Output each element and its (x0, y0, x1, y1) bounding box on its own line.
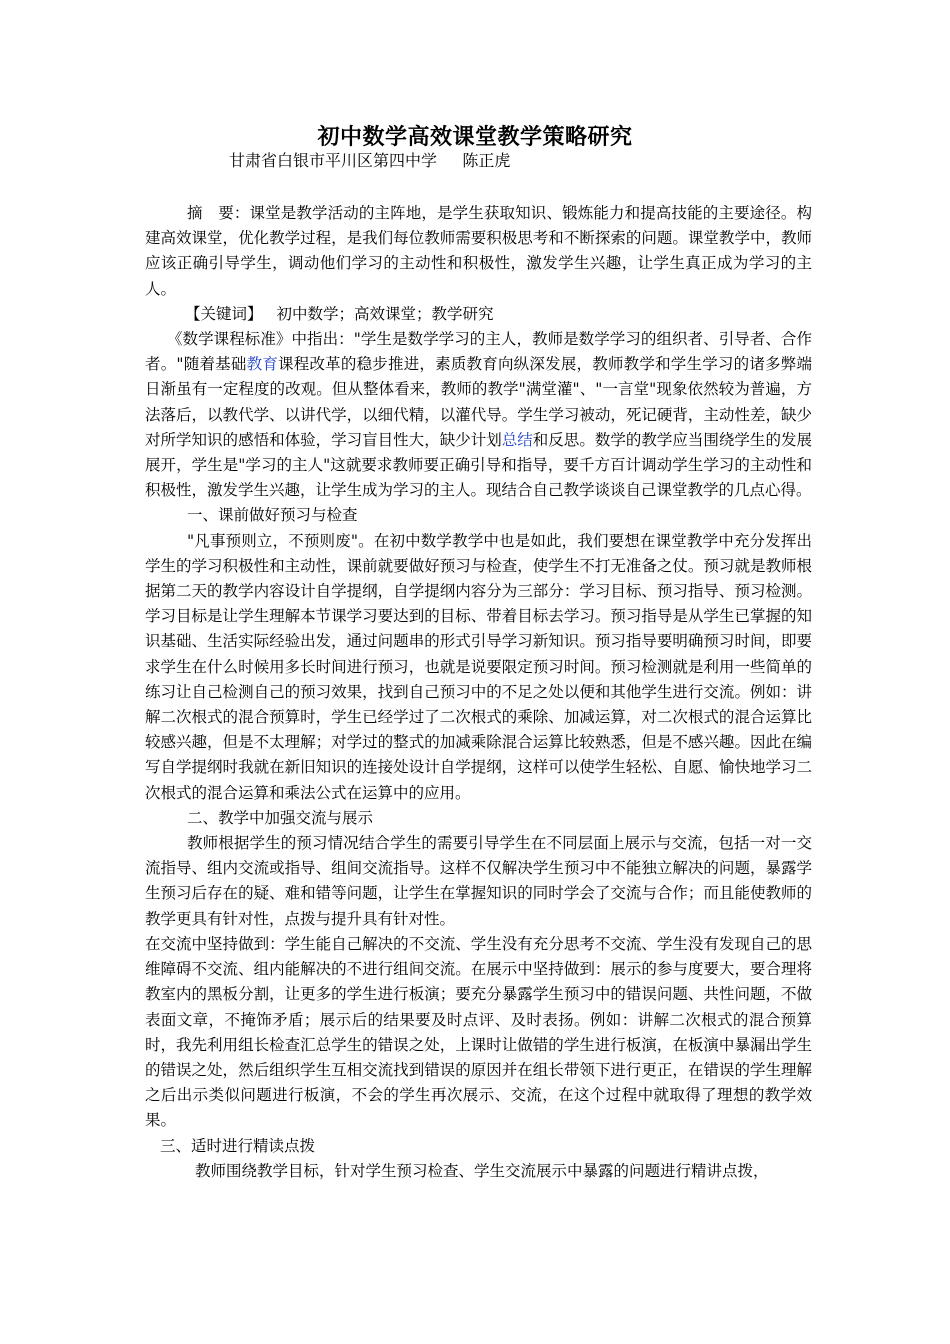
section-1-paragraph: "凡事预则立，不预则废"。在初中数学教学中也是如此，我们要想在课堂教学中充分发挥出学生的学习积极性和主动性，课前就要做好预习与检查，使学生不打无准备之仗。预习就是教师根据第二天的教学内容设计自学提纲，自学提纲内容分为三部分：学习目标、预习指导、预习检测。学习目标是让学生理解本节课学习要达到的目标、带着目标去学习。预习指导是从学生已掌握的知识基础、生活实际经验出发，通过问题串的形式引导学习新知识。预习指导要明确预习时间，即要求学生在什么时候用多长时间进行预习，也就是说要限定预习时间。预习检测就是利用一些简单的练习让自己检测自己的预习效果，找到自己预习中的不足之处以便和其他学生进行交流。例如：讲解二次根式的混合预算时，学生已经学过了二次根式的乘除、加减运算，对二次根式的混合运算比较感兴趣，但是不太理解；对学过的整式的加减乘除混合运算比较熟悉，但是不感兴趣。因此在编写自学提纲时我就在新旧知识的连接处设计自学提纲，这样可以使学生轻松、自愿、愉快地学习二次根式的混合运算和乘法公式在运算中的应用。 (145, 531, 812, 802)
abstract-paragraph (145, 201, 812, 302)
author-line: 甘肃省白银市平川区第四中学 陈正虎 (229, 151, 511, 170)
intro-text-3: 和反思。数学的教学应当围绕学生的发展展开，学生是"学习的主人"这就要求教师要正确引导和指导，要千方百计调动学生学习的主动性和积极性，激发学生兴趣，让学生成为学习的主人。现结合自己教学谈谈自己课堂教学的几点心得。 (145, 430, 812, 500)
section-3-heading: 三、适时进行精读点拨 (160, 1136, 316, 1155)
summary-link[interactable]: 总结 (501, 430, 533, 449)
document-title: 初中数学高效课堂教学策略研究 (317, 124, 633, 150)
keywords-text: 初中数学；高效课堂；教学研究 (276, 304, 494, 323)
section-1-heading: 一、课前做好预习与检查 (187, 506, 358, 525)
abstract-text: 课堂是教学活动的主阵地，是学生获取知识、锻炼能力和提高技能的主要途径。构建高效课堂，优化教学过程，是我们每位教师需要积极思考和不断探索的问题。课堂教学中，教师应该正确引导学生，调动他们学习的主动性和积极性，激发学生兴趣，让学生真正成为学习的主人。 (145, 204, 812, 298)
abstract-label: 摘 要： (187, 204, 250, 222)
section-2-paragraph-2: 在交流中坚持做到：学生能自己解决的不交流、学生没有充分思考不交流、学生没有发现自己的思维障碍不交流、组内能解决的不进行组间交流。在展示中坚持做到：展示的参与度要大，要合理将教室内的黑板分割，让更多的学生进行板演；要充分暴露学生预习中的错误问题、共性问题，不做表面文章，不掩饰矛盾；展示后的结果要及时点评、及时表扬。例如：讲解二次根式的混合预算时，我先利用组长检查汇总学生的错误之处，上课时让做错的学生进行板演，在板演中暴漏出学生的错误之处，然后组织学生互相交流找到错误的原因并在组长带领下进行更正，在错误的学生理解之后出示类似问题进行板演，不会的学生再次展示、交流，在这个过程中就取得了理想的教学效果。 (145, 934, 812, 1130)
keywords-paragraph (145, 302, 812, 327)
section-2-paragraph-1: 教师根据学生的预习情况结合学生的需要引导学生在不同层面上展示与交流，包括一对一交流指导、组内交流或指导、组间交流指导。这样不仅解决学生预习中不能独立解决的问题，暴露学生预习后存在的疑、难和错等问题，让学生在掌握知识的同时学会了交流与合作；而且能使教师的教学更具有针对性，点拨与提升具有针对性。 (145, 834, 812, 928)
intro-paragraph (145, 327, 812, 503)
intro-text-1: 《数学课程标准》中指出："学生是数学学习的主人，教师是数学学习的组织者、引导者、合作者。"随着基础 (145, 330, 812, 374)
section-2-heading: 二、教学中加强交流与展示 (187, 808, 374, 827)
section-3-paragraph: 教师围绕教学目标，针对学生预习检查、学生交流展示中暴露的问题进行精讲点拨， (195, 1161, 769, 1180)
document-body (145, 201, 812, 1184)
keywords-label: 【关键词】 (185, 304, 263, 323)
intro-text-2: 课程改革的稳步推进，素质教育向纵深发展，教师教学和学生学习的诸多弊端日渐虽有一定程度的改观。但从整体看来，教师的教学"满堂灌"、"一言堂"现象依然较为普遍，方法落后，以教代学、以讲代学，以细代精，以灌代导。学生学习被动，死记硬背，主动性差，缺少对所学知识的感悟和体验，学习盲目性大，缺少计划 (145, 355, 812, 449)
education-link[interactable]: 教育 (246, 355, 279, 374)
